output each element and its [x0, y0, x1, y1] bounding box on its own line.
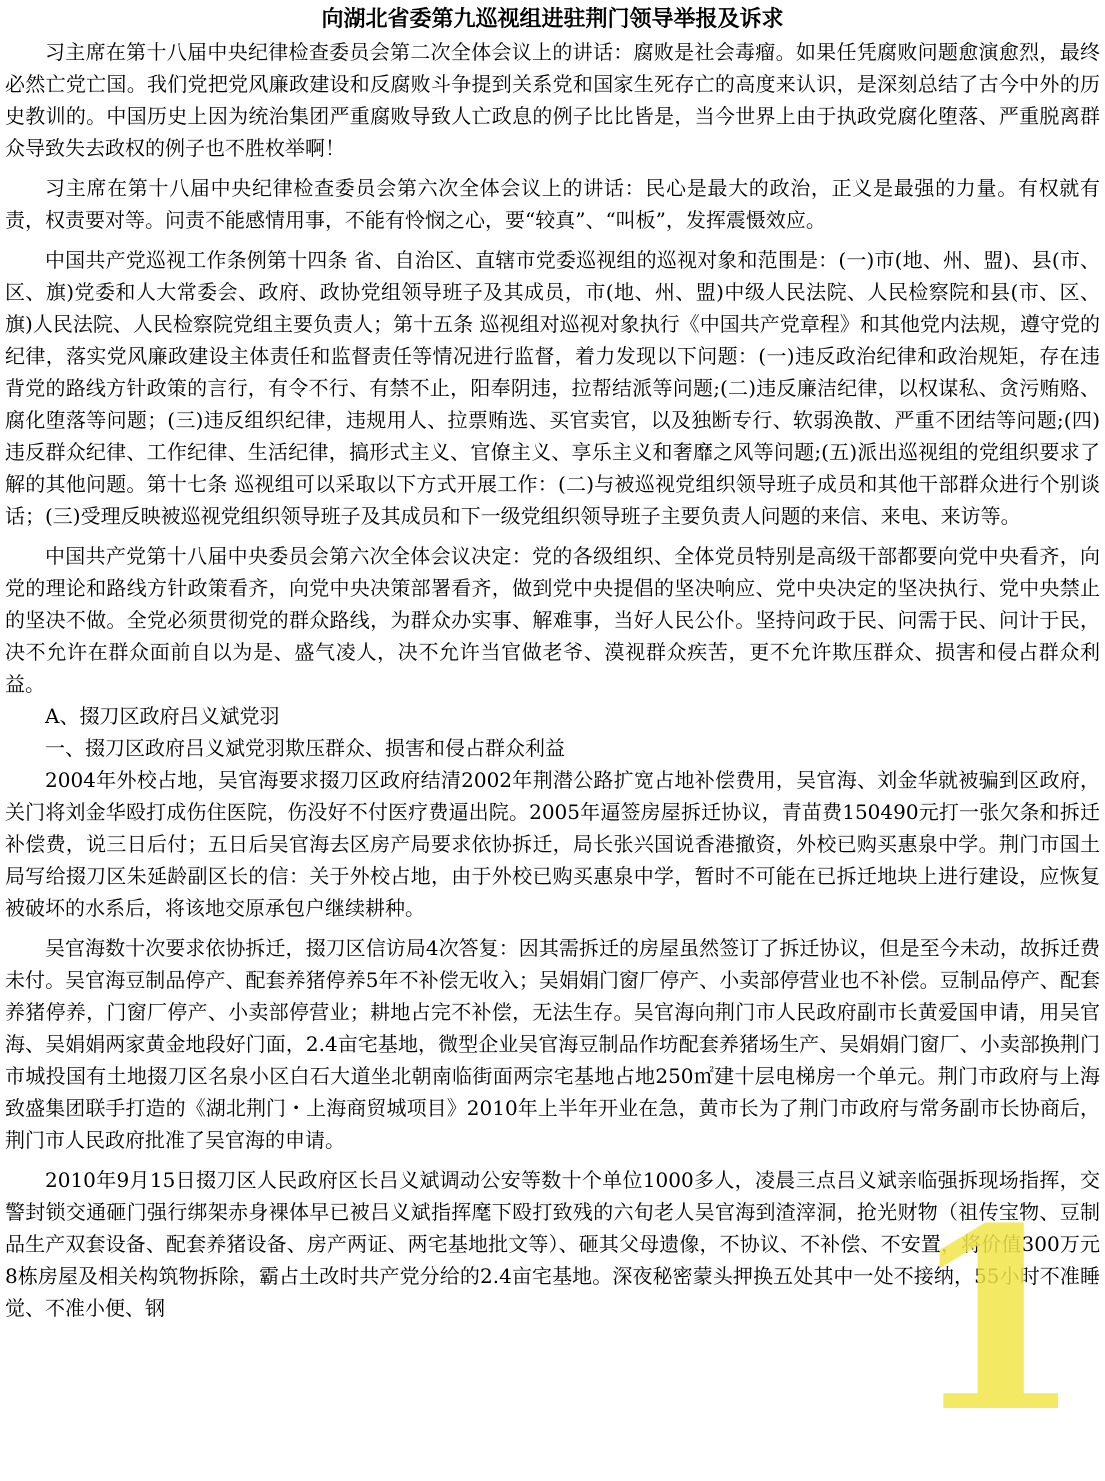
paragraph: 中国共产党巡视工作条例第十四条 省、自治区、直辖市党委巡视组的巡视对象和范围是：(一)市(地、州、盟)、县(市、区、旗)党委和人大常委会、政府、政协党组领导班子及其成员，市(地、州、盟)中级人民法院、人民检察院和县(市、区、旗)人民法院、人民检察院党组主要负责人；第十五条 巡视组对巡视对象执行《中国共产党章程》和其他党内法规，遵守党的纪律，落实党风廉政建设主体责任和监督责任等情况进行监督，着力发现以下问题：(一)违反政治纪律和政治规矩，存在违背党的路线方针政策的言行，有令不行、有禁不止，阳奉阴违，拉帮结派等问题;(二)违反廉洁纪律，以权谋私、贪污贿赂、腐化堕落等问题；(三)违反组织纪律，违规用人、拉票贿选、买官卖官，以及独断专行、软弱涣散、严重不团结等问题;(四)违反群众纪律、工作纪律、生活纪律，搞形式主义、官僚主义、享乐主义和奢靡之风等问题;(五)派出巡视组的党组织要求了解的其他问题。第十七条 巡视组可以采取以下方式开展工作：(二)与被巡视党组织领导班子成员和其他干部群众进行个别谈话；(三)受理反映被巡视党组织领导班子及其成员和下一级党组织领导班子主要负责人问题的来信、来电、来访等。: [5, 248, 1100, 528]
paragraph: 习主席在第十八届中央纪律检查委员会第二次全体会议上的讲话：腐败是社会毒瘤。如果任凭腐败问题愈演愈烈，最终必然亡党亡国。我们党把党风廉政建设和反腐败斗争提到关系党和国家生死存亡的高度来认识，是深刻总结了古今中外的历史教训的。中国历史上因为统治集团严重腐败导致人亡政息的例子比比皆是，当今世界上由于执政党腐化堕落、严重脱离群众导致失去政权的例子也不胜枚举啊！: [5, 40, 1100, 160]
section-heading: A、掇刀区政府吕义斌党羽: [45, 704, 280, 728]
document-title: 向湖北省委第九巡视组进驻荆门领导举报及诉求: [321, 6, 784, 32]
paragraph: 习主席在第十八届中央纪律检查委员会第六次全体会议上的讲话：民心是最大的政治，正义是最强的力量。有权就有责，权责要对等。问责不能感情用事，不能有怜悯之心，要“较真”、“叫板”，发挥震慑效应。: [5, 176, 1100, 232]
paragraph: 中国共产党第十八届中央委员会第六次全体会议决定：党的各级组织、全体党员特别是高级干部都要向党中央看齐，向党的理论和路线方针政策看齐，向党中央决策部署看齐，做到党中央提倡的坚决响应、党中央决定的坚决执行、党中央禁止的坚决不做。全党必须贯彻党的群众路线，为群众办实事、解难事，当好人民公仆。坚持问政于民、问需于民、问计于民，决不允许在群众面前自以为是、盛气凌人，决不允许当官做老爷、漠视群众疾苦，更不允许欺压群众、损害和侵占群众利益。: [5, 544, 1100, 696]
paragraph: 2010年9月15日掇刀区人民政府区长吕义斌调动公安等数十个单位1000多人，凌晨三点吕义斌亲临强拆现场指挥，交警封锁交通砸门强行绑架赤身裸体早已被吕义斌指挥麾下殴打致残的六旬老人吴官海到渣滓洞，抢光财物（祖传宝物、豆制品生产双套设备、配套养猪设备、房产两证、两宅基地批文等）、砸其父母遗像，不协议、不补偿、不安置，将价值300万元8栋房屋及相关构筑物拆除，霸占土改时共产党分给的2.4亩宅基地。深夜秘密蒙头押换五处其中一处不接纳，55小时不准睡觉、不准小便、钢: [5, 1168, 1100, 1320]
page-number-watermark: 1: [909, 1173, 1083, 1467]
subsection-heading: 一、掇刀区政府吕义斌党羽欺压群众、损害和侵占群众利益: [45, 736, 565, 760]
document-body: [5, 36, 1100, 1332]
paragraph: 2004年外校占地，吴官海要求掇刀区政府结清2002年荆潜公路扩宽占地补偿费用，吴官海、刘金华就被骗到区政府，关门将刘金华殴打成伤住医院，伤没好不付医疗费逼出院。2005年逼签房屋拆迁协议，青苗费150490元打一张欠条和拆迁补偿费，说三日后付；五日后吴官海去区房产局要求依协拆迁，局长张兴国说香港撤资，外校已购买惠泉中学。荆门市国土局写给掇刀区朱延龄副区长的信：关于外校占地，由于外校已购买惠泉中学，暂时不可能在已拆迁地块上进行建设，应恢复被破坏的水系后，将该地交原承包户继续耕种。: [5, 768, 1100, 920]
paragraph: 吴官海数十次要求依协拆迁，掇刀区信访局4次答复：因其需拆迁的房屋虽然签订了拆迁协议，但是至今未动，故拆迁费未付。吴官海豆制品停产、配套养猪停养5年不补偿无收入；吴娟娟门窗厂停产、小卖部停营业也不补偿。豆制品停产、配套养猪停养，门窗厂停产、小卖部停营业；耕地占完不补偿，无法生存。吴官海向荆门市人民政府副市长黄爱国申请，用吴官海、吴娟娟两家黄金地段好门面，2.4亩宅基地，微型企业吴官海豆制品作坊配套养猪场生产、吴娟娟门窗厂、小卖部换荆门市城投国有土地掇刀区名泉小区白石大道坐北朝南临街面两宗宅基地占地250㎡建十层电梯房一个单元。荆门市政府与上海致盛集团联手打造的《湖北荆门・上海商贸城项目》2010年上半年开业在急，黄市长为了荆门市政府与常务副市长协商后，荆门市人民政府批准了吴官海的申请。: [5, 936, 1100, 1152]
